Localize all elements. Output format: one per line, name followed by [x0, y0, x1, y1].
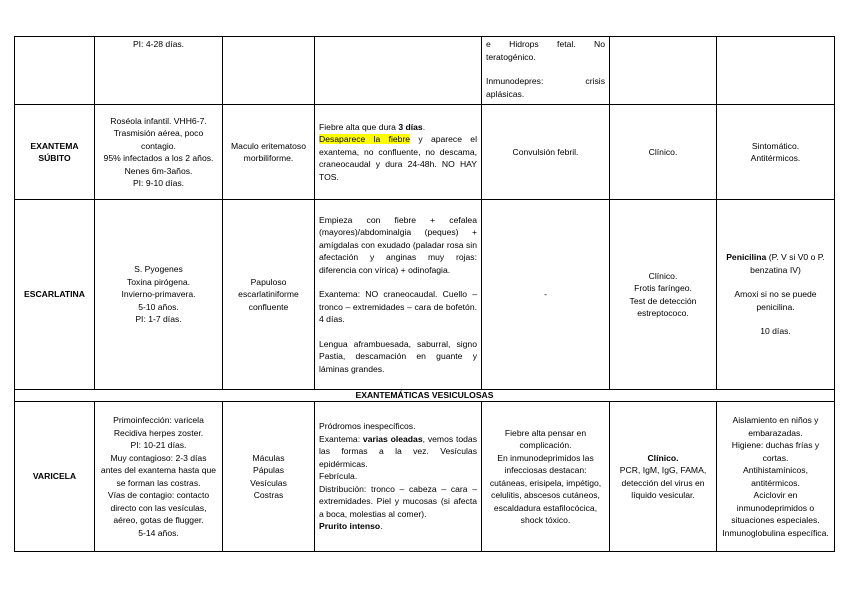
table-row [15, 402, 835, 552]
complications-cell [482, 402, 610, 552]
treatment-line: Inmunoglobulina específica. [722, 527, 829, 538]
treatment-cell [717, 37, 835, 105]
epi-line: Vías de contagio: contacto directo con las vesículas, aéreo, gotas de flugger. [107, 490, 210, 525]
table-row [15, 105, 835, 200]
lesion-line: Máculas [252, 452, 285, 463]
clinic-line: Pródromos inespecíficos. [319, 421, 416, 432]
clinic-line [319, 520, 477, 533]
section-header-row [15, 390, 835, 402]
clinic-text: Fiebre alta que dura [319, 121, 399, 132]
treatment-line: Aislamiento en niños y embarazadas. [732, 415, 819, 438]
epi-line: Invierno-primavera. [121, 289, 196, 300]
clinic-paragraph: Exantema: NO craneocaudal. Cuello – tronco – extremidades – cara de bofetón. 4 días. [319, 289, 477, 325]
clinic-text: , vemos todas las formas a la vez. Vesículas epidérmicas. [319, 433, 477, 469]
complications-cell: - [482, 200, 610, 390]
clinic-text: . [422, 121, 426, 132]
lesion-cell [223, 402, 315, 552]
treatment-line: Sintomático. [751, 140, 800, 151]
complication-text: En inmunodeprimidos las infecciosas destacan: cutáneas, erisipela, impétigo, celulitis, abscesos cutáneos, escaldadura estafilocócica, shock tóxico. [489, 452, 602, 525]
diagnosis-line: Clínico. [648, 270, 678, 281]
diagnosis-cell [610, 402, 717, 552]
clinic-paragraph: Lengua aframbuesada, saburral, signo Pastia, descamación en guante y láminas grandes. [319, 338, 477, 374]
complication-text: Fiebre alta pensar en complicación. [504, 427, 587, 450]
epi-line: PI: 10-21 días. [130, 440, 187, 450]
clinic-bold: Prurito intenso [319, 521, 381, 532]
lesion-line: Vesículas [250, 477, 287, 488]
diagnosis-line: Frotis faríngeo. [634, 283, 692, 293]
treatment-bold: Penicilina [726, 252, 767, 263]
clinic-line: Febrícula. [319, 471, 358, 482]
disease-name-cell: EXANTEMA SÚBITO [15, 105, 95, 200]
epi-line: PI: 1-7 días. [135, 314, 182, 325]
epi-line: 5-10 años. [138, 301, 179, 312]
epidemiology-cell [95, 402, 223, 552]
clinic-cell [315, 200, 482, 390]
epi-line: PI: 9-10 días. [132, 178, 185, 188]
treatment-line [721, 251, 830, 276]
diagnosis-bold: Clínico. [647, 452, 679, 463]
clinic-cell [315, 402, 482, 552]
epi-line: Recidiva herpes zoster. [113, 427, 204, 438]
clinic-bold: 3 días [398, 121, 423, 132]
treatment-line: 10 días. [760, 326, 791, 337]
treatment-cell [717, 200, 835, 390]
epi-line: Trasmisión aérea, poco contagio. [113, 128, 204, 151]
diagnosis-line: Test de detección estreptococo. [629, 295, 697, 318]
complications-cell [482, 37, 610, 105]
epi-line: Roséola infantil. VHH6-7. [110, 115, 207, 126]
epi-line: Toxina pirógena. [126, 276, 191, 287]
treatment-line: Antitérmicos. [750, 153, 801, 163]
epi-line: Muy contagioso: 2-3 días antes del exantema hasta que se forman las costras. [100, 452, 217, 488]
treatment-cell [717, 105, 835, 200]
disease-name-cell [15, 37, 95, 105]
clinic-cell [315, 105, 482, 200]
complications-cell: Convulsión febril. [482, 105, 610, 200]
treatment-line: Higiene: duchas frías y cortas. [731, 440, 820, 463]
lesion-cell: Papuloso escarlatiniforme confluente [223, 200, 315, 390]
lesion-cell: Maculo eritematoso morbiliforme. [223, 105, 315, 200]
disease-table [14, 36, 835, 552]
section-title: EXANTEMÁTICAS VESICULOSAS [15, 390, 835, 402]
epi-line: Primoinfección: varicela [113, 415, 204, 425]
epi-line: S. Pyogenes [134, 264, 183, 275]
diagnosis-cell [610, 37, 717, 105]
epi-line: Nenes 6m-3años. [124, 165, 193, 176]
complication-text: e Hidrops fetal. No teratogénico. [486, 39, 605, 62]
epidemiology-cell: PI: 4-28 días. [95, 37, 223, 105]
treatment-line: Amoxi si no se puede penicilina. [734, 289, 817, 312]
clinic-cell [315, 37, 482, 105]
treatment-line: Antihistamínicos, antitérmicos. [743, 465, 808, 488]
clinic-text: . [380, 521, 383, 532]
clinic-line: Distribución: tronco – cabeza – cara – extremidades. Piel y mucosas (si afecta a boca, molestias al comer). [319, 483, 477, 519]
disease-name-cell: VARICELA [15, 402, 95, 552]
diagnosis-cell [610, 200, 717, 390]
clinic-paragraph: Empieza con fiebre + cefalea (mayores)/abdominalgia (peques) + amígdalas con exudado (paladar rosa sin afectación y anginas muy rojas: diferencia con vírica) + odinofagia. [319, 214, 477, 275]
disease-name-cell: ESCARLATINA [15, 200, 95, 390]
clinic-text: Exantema: [319, 433, 363, 444]
clinic-highlight: Desaparece la fiebre [319, 134, 411, 145]
clinic-line [319, 433, 477, 471]
clinic-text: y aparece el exantema, no confluente, no descama, craneocaudal y dura 24-48h. NO HAY TOS. [319, 134, 477, 182]
lesion-line: Costras [253, 490, 284, 500]
treatment-line: Aciclovir en inmunodeprimidos o situaciones especiales. [731, 490, 820, 525]
diagnosis-cell: Clínico. [610, 105, 717, 200]
epidemiology-cell [95, 105, 223, 200]
treatment-cell [717, 402, 835, 552]
table-row [15, 200, 835, 390]
epi-line: 5-14 años. [138, 527, 179, 538]
clinic-bold: varias oleadas [362, 433, 423, 444]
treatment-text: (P. V si V0 o P. benzatina IV) [750, 252, 825, 275]
lesion-line: Pápulas [252, 465, 285, 475]
table-row [15, 37, 835, 105]
complication-text: Inmunodepres: crisis aplásicas. [486, 76, 605, 99]
lesion-cell [223, 37, 315, 105]
diagnosis-line: PCR, IgM, IgG, FAMA, detección del virus en líquido vesicular. [619, 465, 707, 500]
epi-line: 95% infectados a los 2 años. [103, 153, 214, 163]
epidemiology-cell [95, 200, 223, 390]
